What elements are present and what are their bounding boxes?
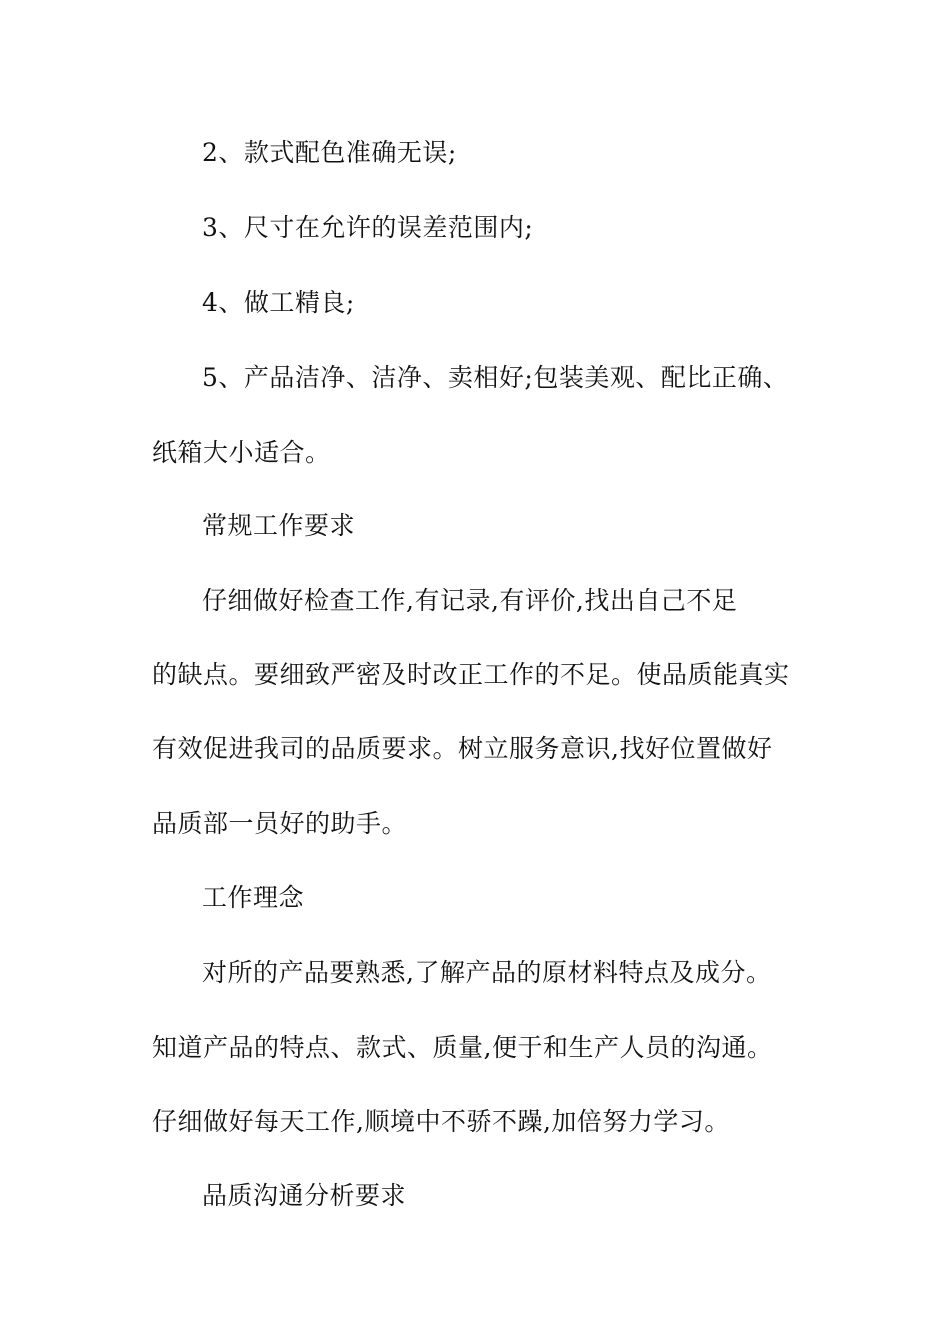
list-item-2: 2、款式配色准确无误; [202, 138, 457, 167]
paragraph-line: 品质部一员好的助手。 [152, 809, 408, 838]
section-heading-work-philosophy: 工作理念 [202, 883, 305, 912]
list-item-5: 5、产品洁净、洁净、卖相好;包装美观、配比正确、 [202, 363, 789, 392]
list-item-4: 4、做工精良; [202, 288, 355, 317]
section-heading-quality-communication: 品质沟通分析要求 [202, 1181, 407, 1210]
paragraph-line: 知道产品的特点、款式、质量,便于和生产人员的沟通。 [152, 1033, 773, 1062]
paragraph-line: 仔细做好每天工作,顺境中不骄不躁,加倍努力学习。 [152, 1107, 730, 1136]
list-item-3: 3、尺寸在允许的误差范围内; [202, 213, 534, 242]
paragraph-line: 对所的产品要熟悉,了解产品的原材料特点及成分。 [202, 958, 772, 987]
paragraph-line: 有效促进我司的品质要求。树立服务意识,找好位置做好 [152, 734, 773, 763]
paragraph-line: 仔细做好检查工作,有记录,有评价,找出自己不足 [202, 586, 738, 615]
list-item-5-continued: 纸箱大小适合。 [152, 438, 331, 467]
paragraph-line: 的缺点。要细致严密及时改正工作的不足。使品质能真实 [152, 660, 790, 689]
section-heading-routine-requirements: 常规工作要求 [202, 511, 356, 540]
